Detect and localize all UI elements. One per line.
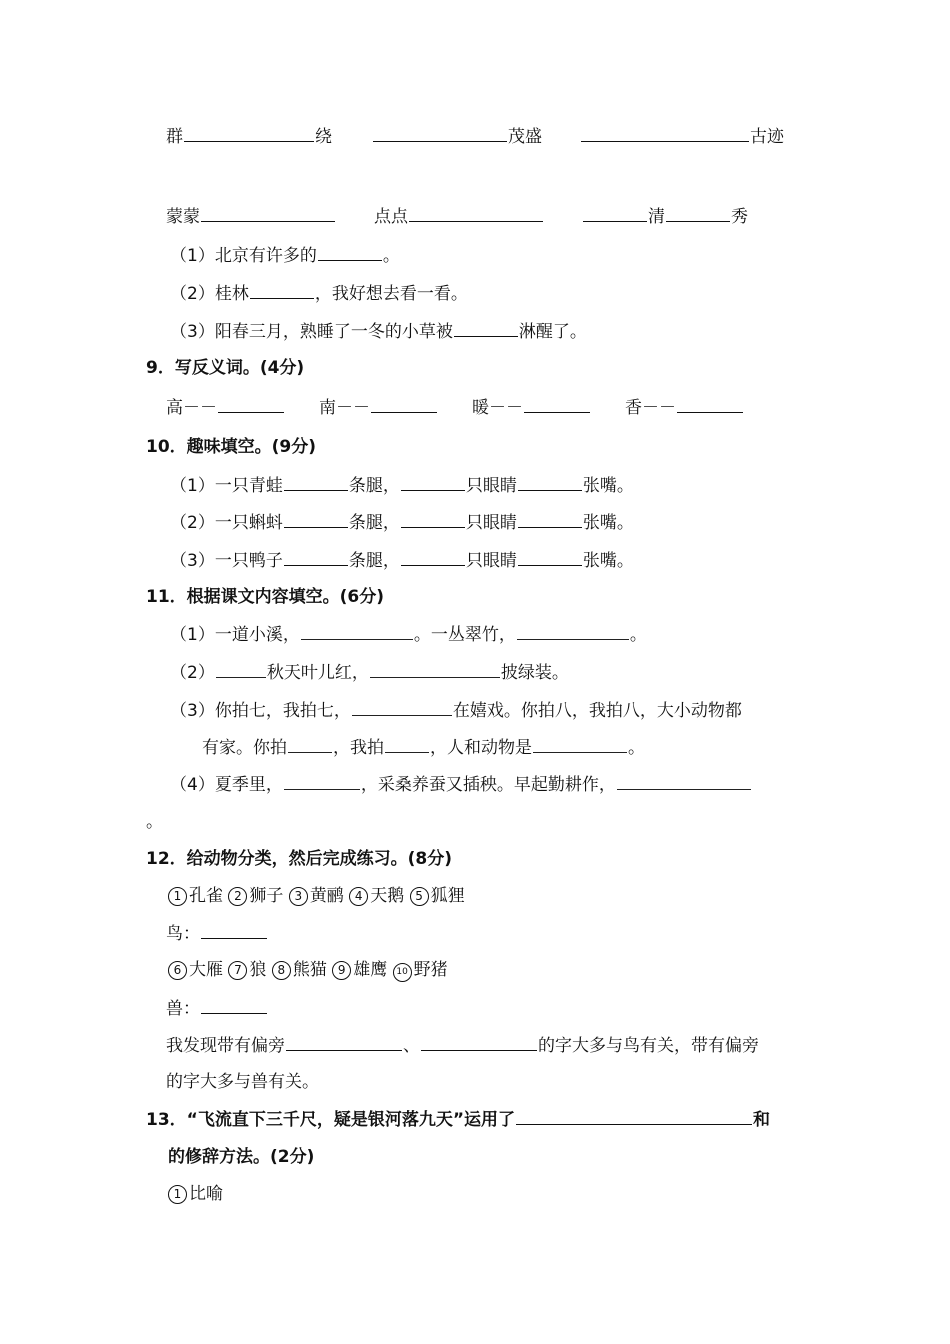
word: 秀 (731, 207, 748, 227)
beast-row (166, 996, 268, 1021)
sentence-2 (170, 281, 468, 306)
antonym-item: 暖－－ (472, 398, 523, 418)
antonym-item: 南－－ (319, 398, 370, 418)
sentence-text: 。 (382, 246, 400, 266)
question-13-title (146, 1107, 770, 1132)
animal-list-1 (168, 884, 465, 908)
row-text: 的字大多与鸟有关，带有偏旁 (538, 1036, 759, 1056)
row-text: 披绿装。 (500, 663, 569, 683)
sentence-text: （3）阳春三月，熟睡了一冬的小草被 (170, 322, 453, 342)
animal-name: 野猪 (413, 960, 448, 980)
antonym-item: 香－－ (625, 398, 676, 418)
fill-row (170, 660, 569, 685)
sentence-text: （1）北京有许多的 (170, 246, 317, 266)
word-row-1 (166, 124, 784, 149)
blank[interactable] (318, 243, 382, 261)
fill-row (170, 772, 752, 797)
number-badge: 5 (410, 887, 429, 906)
animal-name: 狼 (249, 960, 267, 980)
word-row-2 (166, 204, 748, 229)
blank[interactable] (533, 735, 627, 753)
row-text: 张嘴。 (582, 513, 634, 533)
blank[interactable] (524, 395, 590, 413)
number-badge: 9 (332, 961, 351, 980)
antonym-item: 高－－ (166, 398, 217, 418)
number-badge: 3 (289, 887, 308, 906)
blank[interactable] (666, 204, 730, 222)
sentence-1 (170, 243, 400, 268)
option-item[interactable] (168, 1182, 223, 1206)
blank[interactable] (401, 510, 465, 528)
blank[interactable] (409, 204, 543, 222)
blank[interactable] (284, 772, 360, 790)
blank[interactable] (401, 473, 465, 491)
row-text: 只眼睛 (465, 551, 517, 571)
blank[interactable] (371, 395, 437, 413)
number-badge: 6 (168, 961, 187, 980)
blank[interactable] (385, 735, 429, 753)
blank[interactable] (583, 204, 647, 222)
blank[interactable] (421, 1033, 537, 1051)
blank[interactable] (617, 772, 751, 790)
blank[interactable] (518, 548, 582, 566)
question-13-title-cont: 的修辞方法。(2分) (168, 1147, 315, 1167)
row-text: 秋天叶儿红， (266, 663, 369, 683)
row-text: 在嬉戏。你拍八，我拍八，大小动物都 (452, 701, 742, 721)
sentence-text: （2）桂林 (170, 284, 249, 304)
row-text: 我发现带有偏旁 (166, 1036, 285, 1056)
number-badge: 8 (272, 961, 291, 980)
fill-row (170, 698, 742, 723)
fill-row (170, 473, 634, 498)
blank[interactable] (401, 548, 465, 566)
row-text: 条腿， (348, 513, 400, 533)
number-badge: 2 (228, 887, 247, 906)
number-badge: 4 (349, 887, 368, 906)
question-11-title: 11．根据课文内容填空。(6分) (146, 587, 385, 607)
fill-row (170, 622, 647, 647)
animal-name: 大雁 (189, 960, 223, 980)
blank[interactable] (517, 622, 629, 640)
word: 点点 (374, 207, 408, 227)
row-text: （2）一只蝌蚪 (170, 513, 283, 533)
bird-row (166, 921, 268, 946)
animal-name: 狮子 (249, 886, 284, 906)
blank[interactable] (284, 473, 348, 491)
blank[interactable] (581, 124, 749, 142)
blank[interactable] (677, 395, 743, 413)
blank[interactable] (284, 510, 348, 528)
animal-list-2 (168, 958, 448, 982)
row-text: 。一丛翠竹， (413, 625, 516, 645)
animal-name: 熊猫 (292, 960, 327, 980)
question-12-title: 12．给动物分类，然后完成练习。(8分) (146, 849, 453, 869)
blank[interactable] (518, 510, 582, 528)
number-badge: 7 (228, 961, 247, 980)
animal-name: 狐狸 (430, 886, 465, 906)
animal-name: 孔雀 (189, 886, 223, 906)
sentence-text: 淋醒了。 (518, 322, 587, 342)
animal-item (410, 886, 465, 906)
row-text: 、 (403, 1036, 420, 1056)
word: 蒙蒙 (166, 207, 200, 227)
blank[interactable] (454, 319, 518, 337)
bird-label: 鸟： (166, 924, 200, 944)
blank[interactable] (201, 996, 267, 1014)
row-text: 条腿， (348, 551, 400, 571)
title-text: 和 (753, 1110, 771, 1130)
animal-item (289, 886, 344, 906)
row-text: （1）一道小溪， (170, 625, 300, 645)
fill-row (170, 510, 634, 535)
radical-row-2: 的字大多与兽有关。 (166, 1072, 319, 1092)
animal-name: 天鹅 (370, 886, 405, 906)
word: 茂盛 (508, 127, 542, 147)
option-text: 比喻 (189, 1184, 223, 1204)
word: 古迹 (750, 127, 784, 147)
row-text: ，我拍 (333, 738, 384, 758)
title-text: 13．“飞流直下三千尺，疑是银河落九天”运用了 (146, 1110, 516, 1130)
blank[interactable] (184, 124, 314, 142)
fill-row-end: 。 (146, 812, 163, 832)
animal-item (272, 960, 327, 980)
question-9-title: 9．写反义词。(4分) (146, 358, 305, 378)
animal-item (393, 960, 448, 980)
blank[interactable] (370, 660, 500, 678)
radical-row (166, 1033, 759, 1058)
beast-label: 兽： (166, 999, 200, 1019)
antonym-row (166, 395, 744, 420)
blank[interactable] (216, 660, 266, 678)
row-text: （2） (170, 663, 215, 683)
sentence-3 (170, 319, 587, 344)
word: 绕 (315, 127, 332, 147)
blank[interactable] (518, 473, 582, 491)
question-10-title: 10．趣味填空。(9分) (146, 437, 317, 457)
number-badge: 1 (168, 887, 187, 906)
row-text: 只眼睛 (465, 476, 517, 496)
row-text: 张嘴。 (582, 476, 634, 496)
row-text: 只眼睛 (465, 513, 517, 533)
number-badge: 10 (393, 963, 412, 982)
animal-item (332, 960, 387, 980)
row-text: 。 (628, 738, 645, 758)
blank[interactable] (250, 281, 314, 299)
blank[interactable] (288, 735, 332, 753)
animal-name: 雄鹰 (353, 960, 388, 980)
row-text: （1）一只青蛙 (170, 476, 283, 496)
row-text: 有家。你拍 (202, 738, 287, 758)
word: 群 (166, 127, 183, 147)
fill-row (202, 735, 645, 760)
blank[interactable] (218, 395, 284, 413)
row-text: （4）夏季里， (170, 775, 283, 795)
blank[interactable] (201, 921, 267, 939)
blank[interactable] (516, 1107, 752, 1125)
blank[interactable] (284, 548, 348, 566)
row-text: ，采桑养蚕又插秧。早起勤耕作， (360, 775, 616, 795)
word: 清 (648, 207, 665, 227)
blank[interactable] (201, 204, 335, 222)
animal-item (168, 886, 223, 906)
blank[interactable] (301, 622, 413, 640)
animal-name: 黄鹂 (309, 886, 344, 906)
animal-item (228, 886, 283, 906)
blank[interactable] (286, 1033, 402, 1051)
blank[interactable] (373, 124, 507, 142)
fill-row (170, 548, 634, 573)
row-text: 。 (629, 625, 647, 645)
row-text: （3）你拍七，我拍七， (170, 701, 351, 721)
number-badge: 1 (168, 1185, 187, 1204)
row-text: ，人和动物是 (430, 738, 532, 758)
animal-item (349, 886, 404, 906)
sentence-text: ，我好想去看一看。 (314, 284, 468, 304)
animal-item (228, 960, 266, 980)
animal-item (168, 960, 223, 980)
blank[interactable] (352, 698, 452, 716)
row-text: （3）一只鸭子 (170, 551, 283, 571)
row-text: 张嘴。 (582, 551, 634, 571)
row-text: 条腿， (348, 476, 400, 496)
